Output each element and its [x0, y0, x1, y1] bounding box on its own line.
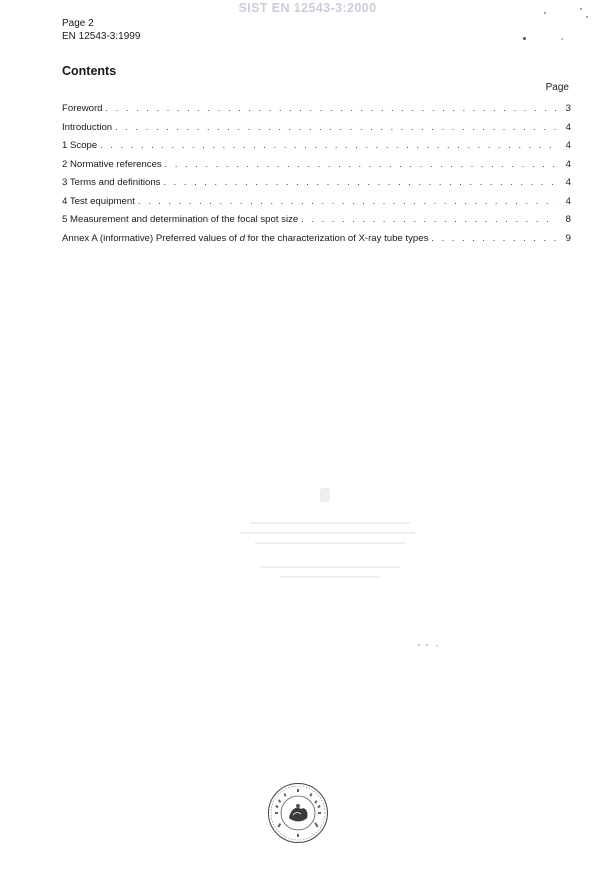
scan-speck [523, 37, 526, 40]
toc-entry-title: 2 Normative references [62, 158, 162, 170]
scan-speck [544, 12, 546, 14]
dot-leader [100, 140, 557, 150]
toc-entry-title: Introduction [62, 121, 113, 133]
toc-entry-measurement[interactable] [62, 214, 571, 233]
toc-entry-page: 4 [565, 121, 571, 133]
page-column-heading: Page [545, 82, 569, 93]
toc-entry-title: 1 Scope [62, 140, 98, 151]
toc-entry-page: 9 [565, 232, 571, 244]
toc-entry-normative-references[interactable] [62, 159, 571, 178]
scan-speck [418, 644, 420, 646]
table-of-contents [62, 103, 571, 251]
annex-title-part: for the characterization of X-ray tube types [244, 232, 429, 244]
toc-entry-scope[interactable] [62, 140, 571, 159]
toc-entry-page: 4 [565, 158, 571, 170]
toc-entry-foreword[interactable] [62, 103, 571, 122]
scan-speck [436, 645, 438, 647]
toc-entry-page: 4 [565, 177, 571, 188]
page-number: Page 2 [62, 18, 94, 29]
toc-entry-introduction[interactable] [62, 122, 571, 141]
dot-leader [163, 177, 557, 187]
toc-entry-test-equipment[interactable] [62, 196, 571, 215]
toc-entry-annex-a[interactable] [62, 233, 571, 252]
toc-entry-title: Foreword [62, 103, 103, 114]
dot-leader [138, 196, 557, 206]
page-header [62, 18, 140, 43]
scan-speck [580, 8, 582, 10]
scan-speck [426, 644, 428, 646]
dot-leader [115, 122, 557, 132]
watermark: SIST EN 12543-3:2000 [238, 1, 377, 15]
seal-stamp-icon [267, 782, 329, 844]
toc-entry-page: 4 [565, 140, 571, 151]
bleed-through-texture [240, 480, 420, 590]
toc-entry-title [62, 233, 431, 244]
annex-title-part: Annex A (informative) Preferred values of [62, 232, 240, 244]
toc-entry-title: 4 Test equipment [62, 195, 135, 207]
toc-entry-page: 4 [565, 195, 571, 207]
contents-title: Contents [62, 64, 117, 78]
standard-number: EN 12543-3:1999 [62, 30, 141, 42]
scan-speck [561, 38, 563, 40]
dot-leader [106, 103, 557, 113]
toc-entry-page: 3 [565, 103, 571, 114]
dot-leader [431, 233, 557, 243]
toc-entry-terms-and-definitions[interactable] [62, 177, 571, 196]
dot-leader [165, 159, 557, 169]
scan-speck [586, 16, 588, 18]
toc-entry-title: 3 Terms and definitions [62, 177, 161, 188]
dot-leader [301, 214, 557, 224]
annex-title-symbol: d [239, 232, 245, 244]
toc-entry-page: 8 [565, 214, 571, 225]
toc-entry-title: 5 Measurement and determination of the focal spot size [62, 214, 299, 225]
